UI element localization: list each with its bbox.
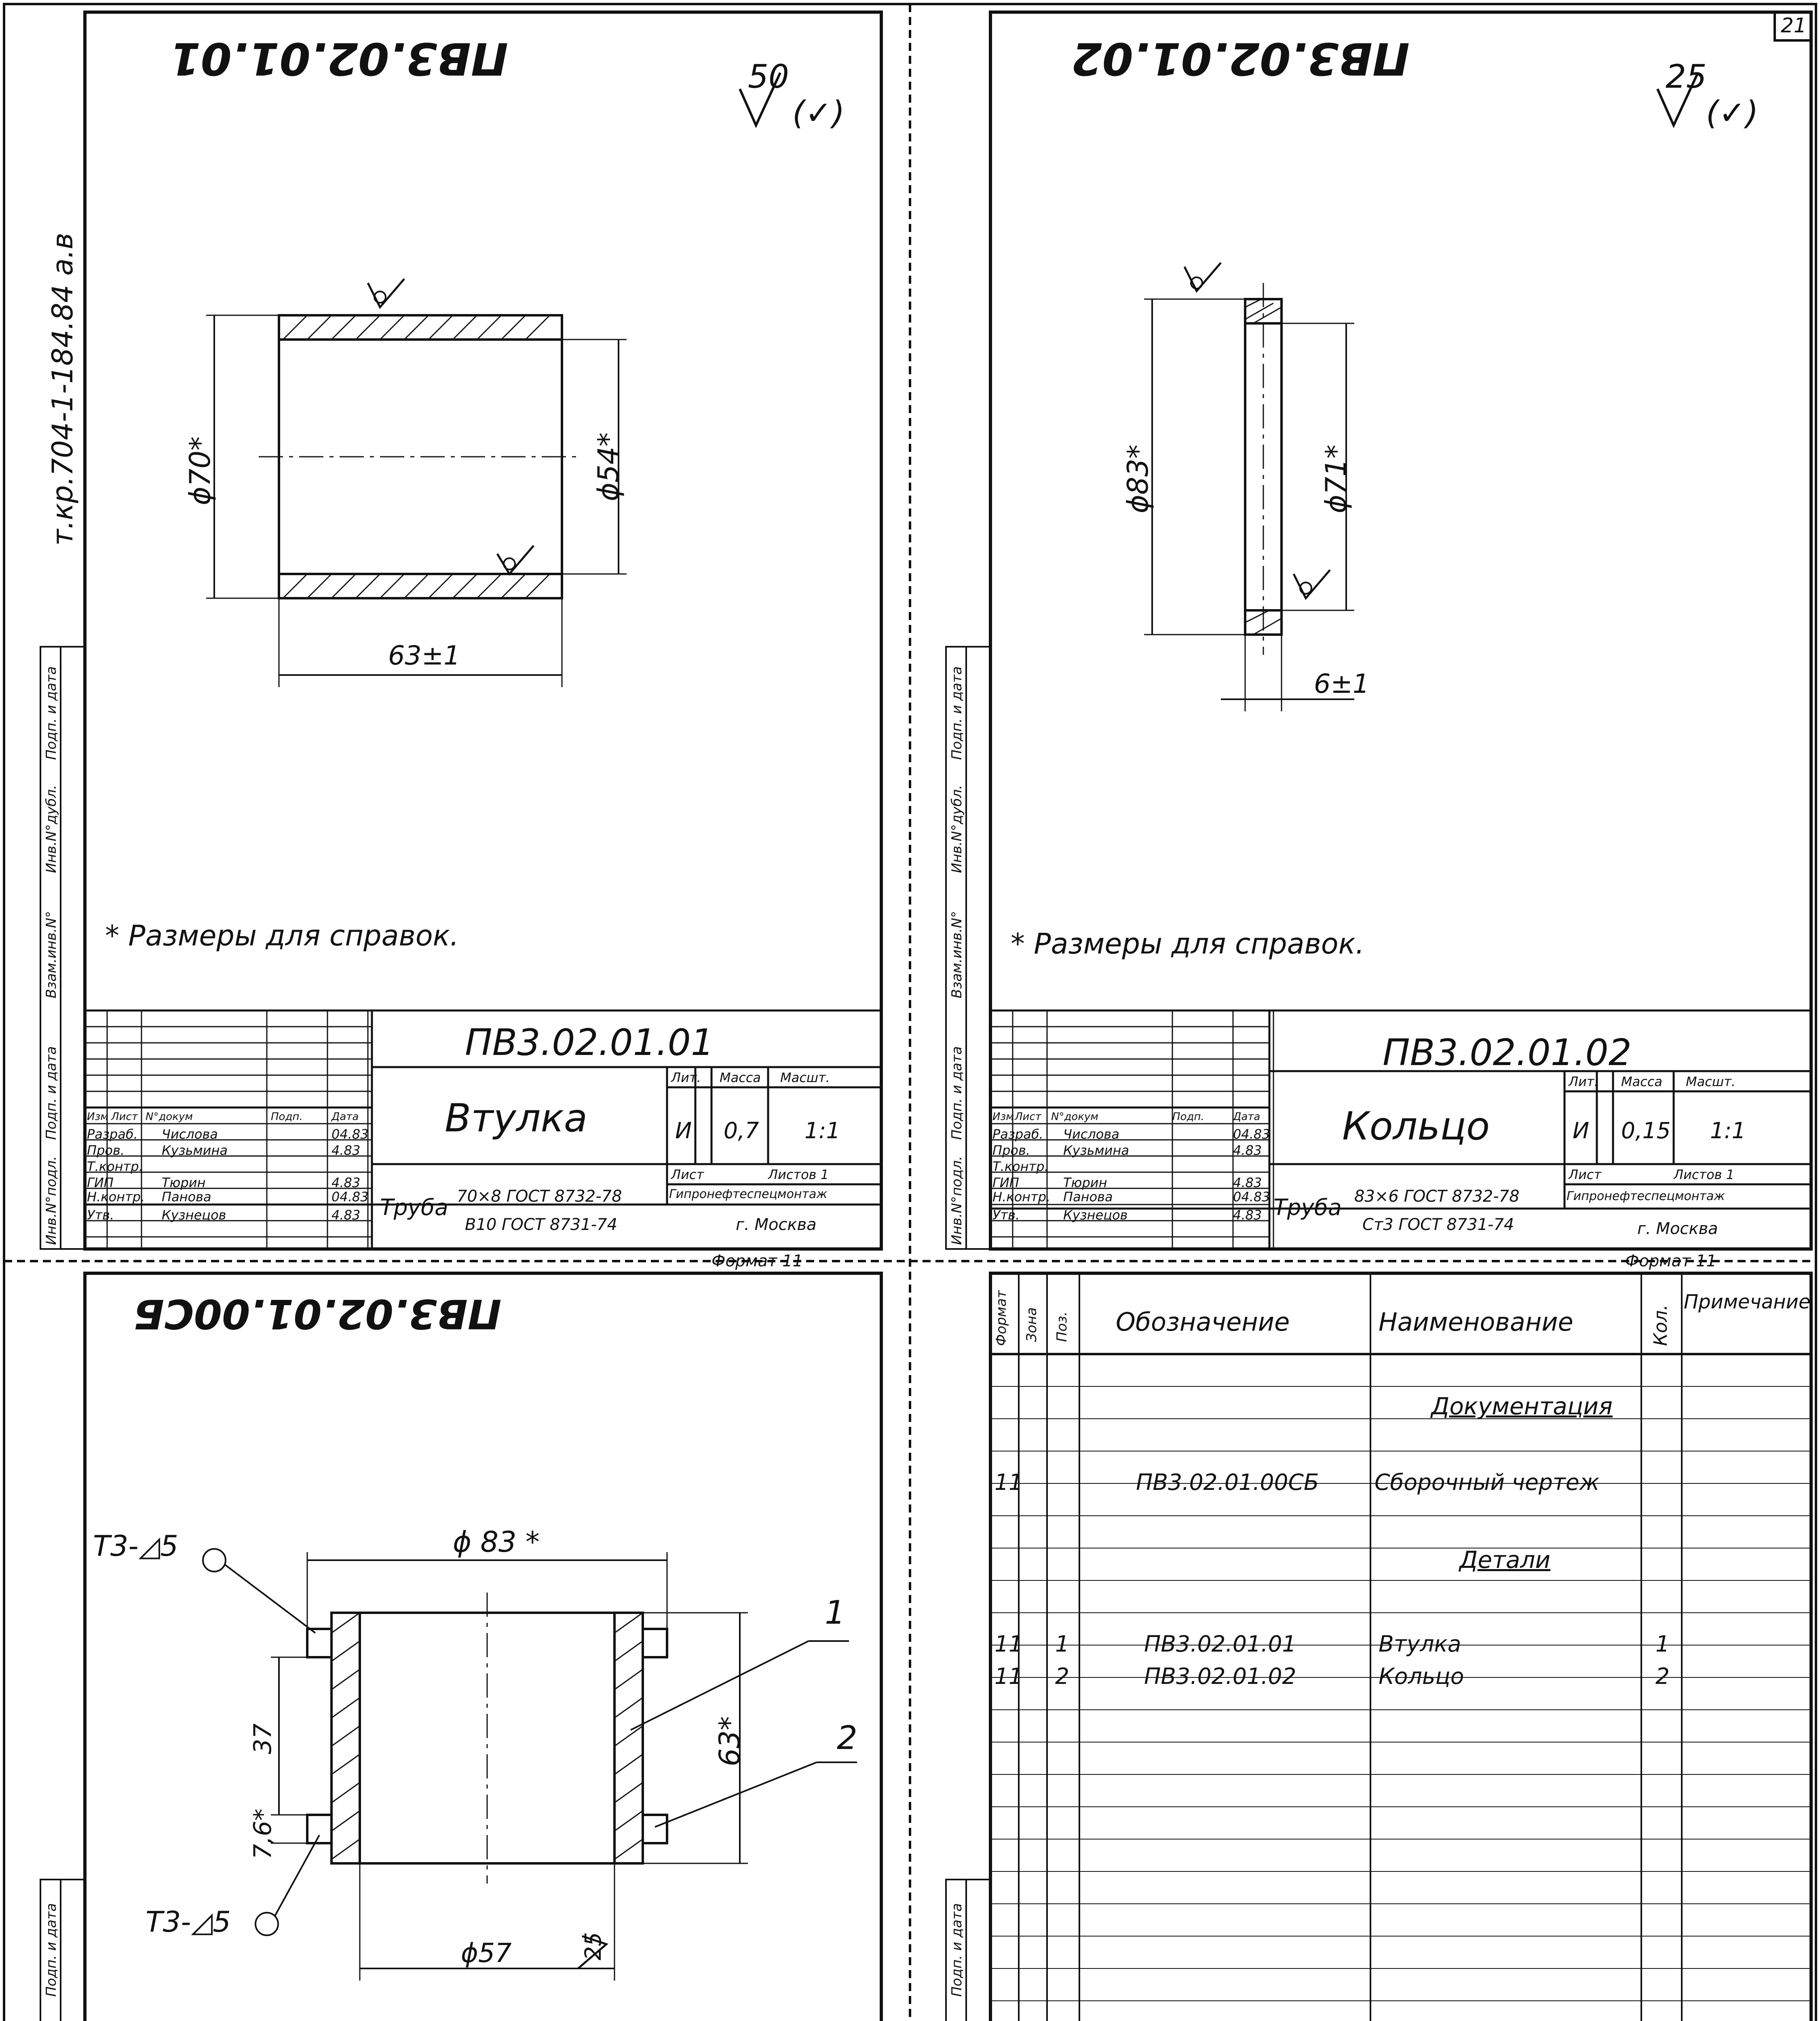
sheet1-drawing	[206, 73, 780, 687]
sheet2-role-5: Утв.	[992, 1207, 1020, 1223]
sheet2-scale: 1:1	[1710, 1118, 1746, 1143]
sheet2-organization: Гипронефтеспецмонтаж	[1567, 1189, 1725, 1203]
sheet1-letter: И	[675, 1118, 692, 1143]
spec-header-note: Примечание	[1684, 1291, 1811, 1313]
sheet3-dim-outer: ϕ 83 *	[453, 1525, 540, 1559]
sheet2-date-0: 04.83	[1233, 1127, 1270, 1142]
sheet2-material-label: Труба	[1273, 1194, 1342, 1220]
sheet2-sheet-label: Лист	[1569, 1167, 1602, 1182]
sheet2-letter: И	[1573, 1118, 1590, 1143]
sheet1-title: Втулка	[445, 1096, 588, 1141]
sheet1-scale: 1:1	[804, 1118, 840, 1143]
sheet1-sheets-label: Листов 1	[768, 1167, 829, 1182]
page-number: 21	[1781, 14, 1807, 37]
sheet1-scale-header: Масшт.	[780, 1070, 830, 1085]
strip1-label-0: Инв.N°подл.	[43, 1156, 59, 1245]
strip4-label-4: Подп. и дата	[949, 1903, 965, 1997]
spec-row-0-designation: ПВ3.02.01.00СБ	[1136, 1469, 1319, 1495]
sheet1-role-1: Пров.	[87, 1143, 125, 1158]
sheet1-role-4: Н.контр.	[87, 1189, 145, 1205]
sheet2-dim-inner: ϕ71*	[1320, 444, 1353, 513]
spec-row-2-designation: ПВ3.02.01.02	[1144, 1663, 1296, 1689]
sheet2-role-0: Разраб.	[992, 1127, 1043, 1142]
sheet1-mass-header: Масса	[720, 1070, 761, 1085]
sheet2-dim-outer: ϕ83*	[1121, 444, 1155, 513]
sheet1-person-4: Панова	[162, 1189, 211, 1205]
spec-row-0-format: 11	[994, 1469, 1023, 1495]
spec-header-pos: Поз.	[1054, 1311, 1070, 1342]
sheet2-person-4: Панова	[1063, 1189, 1113, 1205]
spec-section-parts: Детали	[1459, 1546, 1551, 1574]
sheet1-person-5: Кузнецов	[162, 1207, 226, 1223]
sheet1-col-izm: Изм	[87, 1111, 108, 1123]
sheet2-person-5: Кузнецов	[1063, 1207, 1128, 1223]
sheet1-material-bottom: В10 ГОСТ 8731-74	[465, 1215, 618, 1234]
sheet2-code: ПВ3.02.01.02	[1383, 1032, 1632, 1074]
strip3-label-4: Подп. и дата	[43, 1903, 59, 1997]
sheet3-dim-height: 63*	[713, 1716, 746, 1766]
sheet1-col-doc: N°докум	[146, 1111, 193, 1123]
spec-row-1-qty: 1	[1655, 1631, 1670, 1657]
sheet1-role-2: Т.контр.	[87, 1159, 143, 1174]
spec-row-2-qty: 2	[1655, 1663, 1670, 1689]
strip1-label-1: Подп. и дата	[43, 1046, 59, 1140]
sheet2-role-3: ГИП	[992, 1175, 1019, 1190]
sheet3-callout-2: 2	[837, 1719, 857, 1757]
sheet1-dim-length: 63±1	[388, 641, 460, 671]
sheet2-col-sign: Подп.	[1172, 1111, 1204, 1123]
sheet2-date-3: 4.83	[1233, 1175, 1262, 1190]
sheet2-mirrored-code: ПВ3.02.01.02	[1071, 33, 1410, 84]
sheet1-person-0: Числова	[162, 1127, 218, 1142]
sheet2-format: Формат 11	[1625, 1252, 1717, 1270]
sheet2-mass-header: Масса	[1621, 1074, 1663, 1089]
spec-row-1-name: Втулка	[1379, 1631, 1461, 1657]
sheet3-roughness: 25	[580, 1932, 606, 1960]
sheet3-weld-top: Т3-◿5	[93, 1529, 178, 1563]
sheet1-note: * Размеры для справок.	[105, 919, 459, 952]
sheet2-person-0: Числова	[1063, 1127, 1119, 1142]
strip1-label-2: Взам.инв.N°	[43, 911, 59, 998]
sheet1-role-0: Разраб.	[87, 1127, 138, 1142]
spec-header-format: Формат	[993, 1290, 1009, 1346]
sheet1-person-1: Кузьмина	[162, 1143, 228, 1158]
sheet1-person-3: Тюрин	[162, 1175, 206, 1190]
sheet1-sheet-label: Лист	[671, 1167, 704, 1182]
sheet2-material-top: 83×6 ГОСТ 8732-78	[1354, 1187, 1520, 1206]
sheet2-scale-header: Масшт.	[1686, 1074, 1736, 1089]
strip2-label-0: Инв.N°подл.	[949, 1156, 965, 1245]
sheet2-date-4: 04.83	[1233, 1189, 1270, 1205]
sheet1-date-3: 4.83	[331, 1175, 361, 1190]
sheet1-date-4: 04.83	[331, 1189, 369, 1205]
strip1-label-4: Подп. и дата	[43, 666, 59, 760]
sheet1-material-label: Труба	[380, 1194, 448, 1220]
sheet2-material-bottom: Ст3 ГОСТ 8731-74	[1362, 1215, 1514, 1234]
sheet2-lit-header: Лит.	[1569, 1074, 1598, 1089]
sheet2-roughness-value: 25	[1666, 58, 1707, 95]
sheet1-date-5: 4.83	[331, 1207, 361, 1223]
sheet3-mirrored-code: ПВ3.02.01.00СБ	[133, 1290, 502, 1337]
spec-row-2-name: Кольцо	[1379, 1663, 1464, 1689]
strip1-label-3: Инв.N°дубл.	[43, 785, 59, 873]
spec-section-documentation: Документация	[1431, 1392, 1613, 1420]
sheet1-dim-inner: ϕ54*	[592, 432, 625, 501]
spec-row-2-pos: 2	[1055, 1663, 1069, 1689]
sheet2-role-2: Т.контр.	[992, 1159, 1049, 1174]
sheet1-code: ПВ3.02.01.01	[465, 1021, 714, 1064]
strip2-label-3: Инв.N°дубл.	[949, 785, 965, 873]
spec-header-designation: Обозначение	[1116, 1307, 1290, 1337]
sheet2-role-1: Пров.	[992, 1143, 1030, 1158]
sheet3-drawing	[203, 1549, 857, 1981]
sheet2-col-list: Лист	[1015, 1111, 1041, 1123]
sheet2-col-date: Дата	[1233, 1111, 1260, 1123]
sheet2-sheets-label: Листов 1	[1674, 1167, 1735, 1182]
sheet3-weld-bottom: Т3-◿5	[146, 1905, 231, 1939]
spec-row-2-format: 11	[994, 1663, 1023, 1689]
sheet3-callout-1: 1	[825, 1594, 845, 1631]
sheet3-dim-inner: ϕ57	[461, 1938, 512, 1968]
sheet1-date-0: 04.83	[331, 1127, 369, 1142]
spec-header-name: Наименование	[1379, 1307, 1573, 1337]
spec-header-qty: Кол.	[1650, 1304, 1671, 1346]
spec-row-1-format: 11	[994, 1631, 1023, 1657]
sheet2-mass: 0,15	[1621, 1118, 1671, 1143]
sheet2-person-3: Тюрин	[1063, 1175, 1107, 1190]
sheet1-roughness-suffix: (✓)	[792, 94, 845, 132]
sheet2-col-doc: N°докум	[1051, 1111, 1099, 1123]
strip2-label-1: Подп. и дата	[949, 1046, 965, 1140]
sheet2-date-5: 4.83	[1233, 1207, 1262, 1223]
sheet1-material-top: 70×8 ГОСТ 8732-78	[457, 1187, 622, 1206]
sheet2-role-4: Н.контр.	[992, 1189, 1051, 1205]
sheet2-person-1: Кузьмина	[1063, 1143, 1129, 1158]
spec-row-0-name: Сборочный чертеж	[1375, 1469, 1600, 1495]
sheet1-lit-header: Лит.	[671, 1070, 701, 1085]
sheet3-dim-b: 7,6*	[249, 1808, 277, 1859]
spec-header-zone: Зона	[1024, 1307, 1040, 1342]
sheet3-dim-a: 37	[249, 1723, 277, 1754]
sheet2-title: Кольцо	[1342, 1104, 1490, 1149]
side-note: т.кр.704-1-184.84 а.в	[46, 232, 79, 546]
sheet2-dim-length: 6±1	[1314, 669, 1370, 699]
sheet1-col-sign: Подп.	[271, 1111, 303, 1123]
strip2-label-2: Взам.инв.N°	[949, 911, 965, 998]
sheet2-note: * Размеры для справок.	[1011, 927, 1365, 960]
sheet1-organization: Гипронефтеспецмонтаж	[669, 1187, 828, 1201]
sheet1-col-date: Дата	[331, 1111, 359, 1123]
spec-row-1-designation: ПВ3.02.01.01	[1144, 1631, 1296, 1657]
sheet1-role-3: ГИП	[87, 1175, 114, 1190]
sheet2-col-izm: Изм	[992, 1111, 1014, 1123]
sheet1-mirrored-code: ПВ3.02.01.01	[170, 33, 509, 84]
sheet1-city: г. Москва	[736, 1215, 817, 1234]
sheet1-format: Формат 11	[712, 1252, 803, 1270]
sheet1-col-list: Лист	[111, 1111, 138, 1123]
sheet2-drawing	[1144, 73, 1698, 711]
sheet1-mass: 0,7	[724, 1118, 759, 1143]
sheet1-date-1: 4.83	[331, 1143, 361, 1158]
sheet2-roughness-suffix: (✓)	[1706, 94, 1759, 132]
sheet2-city: г. Москва	[1637, 1219, 1718, 1238]
sheet2-date-1: 4.83	[1233, 1143, 1262, 1158]
sheet1-dim-outer: ϕ70*	[184, 436, 217, 505]
strip2-label-4: Подп. и дата	[949, 666, 965, 760]
spec-row-1-pos: 1	[1055, 1631, 1069, 1657]
sheet1-roughness-value: 50	[748, 58, 789, 95]
sheet1-role-5: Утв.	[87, 1207, 114, 1223]
